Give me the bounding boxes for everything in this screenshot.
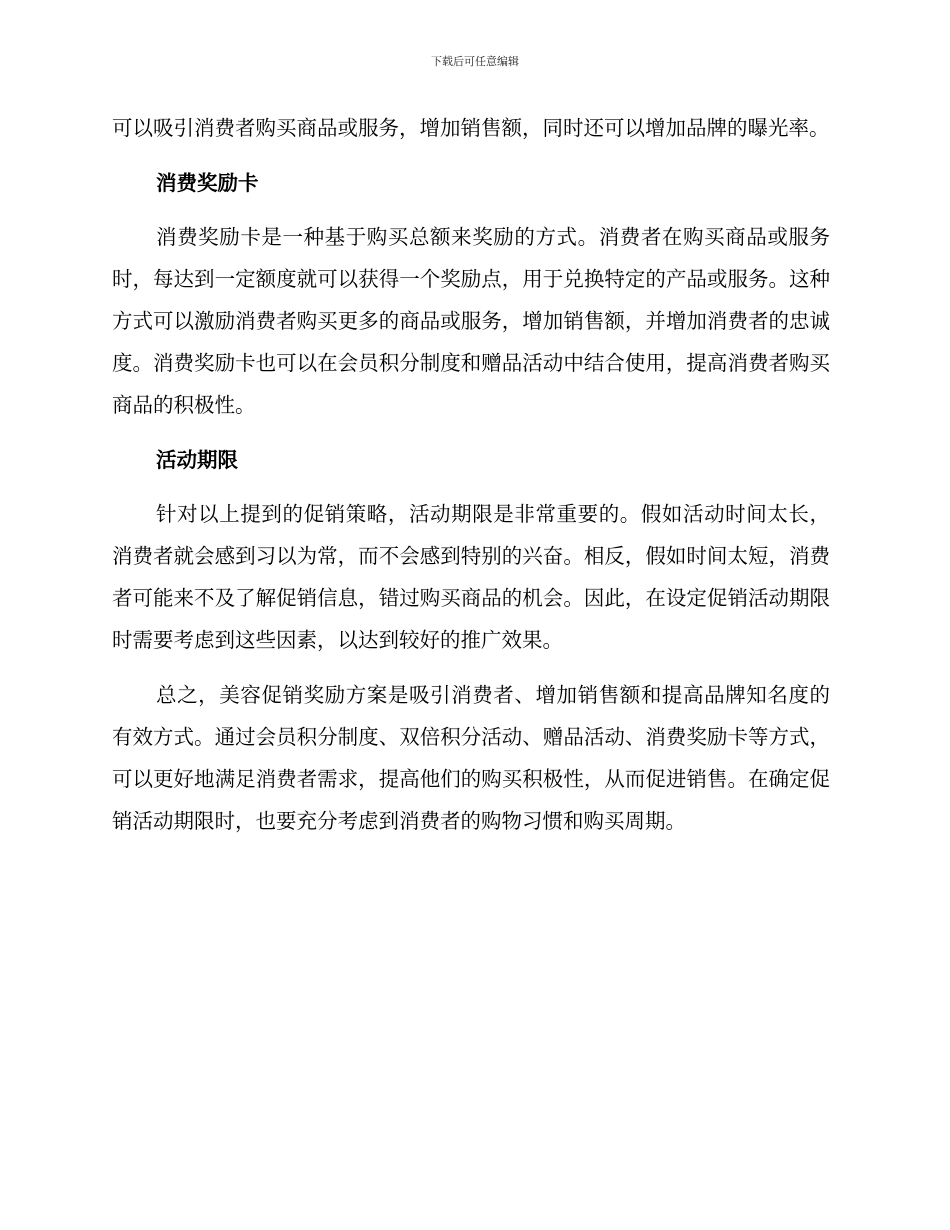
paragraph-summary: 总之，美容促销奖励方案是吸引消费者、增加销售额和提高品牌知名度的有效方式。通过会员积分制度、双倍积分活动、赠品活动、消费奖励卡等方式，可以更好地满足消费者需求，提高他们的购买积极性，从而促进销售。在确定促销活动期限时，也要充分考虑到消费者的购物习惯和购买周期。 (112, 683, 830, 833)
section-heading-reward-card: 消费奖励卡 (156, 171, 259, 195)
paragraph-activity-period: 针对以上提到的促销策略，活动期限是非常重要的。假如活动时间太长，消费者就会感到习以为常，而不会感到特别的兴奋。相反，假如时间太短，消费者可能来不及了解促销信息，错过购买商品的机会。因此，在设定促销活动期限时需要考虑到这些因素，以达到较好的推广效果。 (112, 502, 830, 652)
intro-paragraph-continuation: 可以吸引消费者购买商品或服务，增加销售额，同时还可以增加品牌的曝光率。 (112, 116, 830, 140)
section-heading-activity-period: 活动期限 (156, 448, 238, 472)
document-body (112, 107, 830, 855)
page-header-note: 下载后可任意编辑 (431, 55, 519, 68)
paragraph-reward-card: 消费奖励卡是一种基于购买总额来奖励的方式。消费者在购买商品或服务时，每达到一定额度就可以获得一个奖励点，用于兑换特定的产品或服务。这种方式可以激励消费者购买更多的商品或服务，增加销售额，并增加消费者的忠诚度。消费奖励卡也可以在会员积分制度和赠品活动中结合使用，提高消费者购买商品的积极性。 (112, 225, 830, 417)
